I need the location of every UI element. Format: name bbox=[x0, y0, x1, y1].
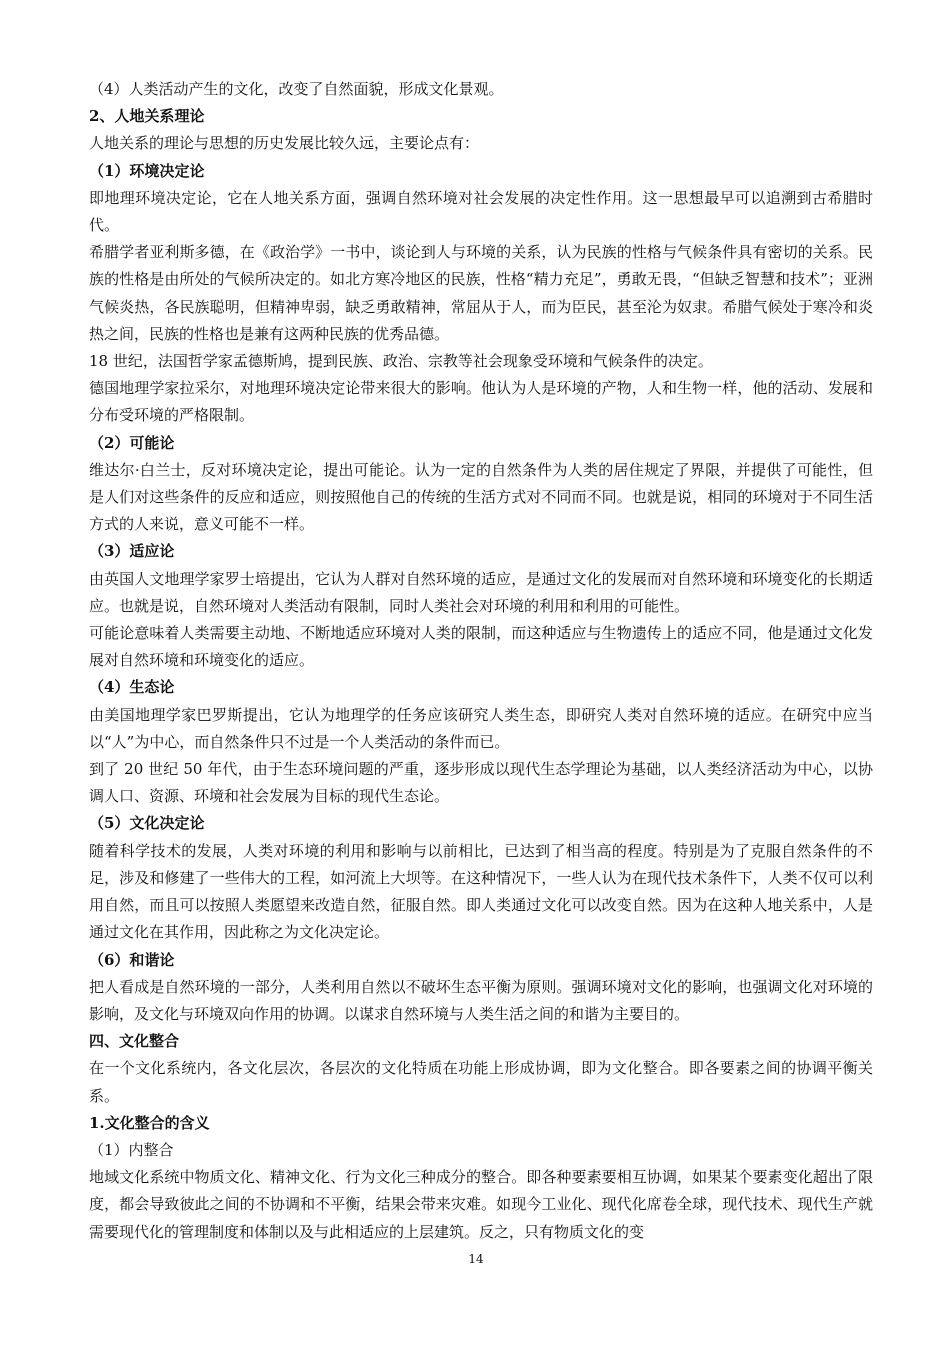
paragraph: 人地关系的理论与思想的历史发展比较久远，主要论点有： bbox=[89, 134, 480, 153]
paragraph: 可能论意味着人类需要主动地、不断地适应环境对人类的限制，而这种适应与生物遗传上的适应不同，他是通过文化发展对自然环境和环境变化的适应。 bbox=[89, 624, 873, 670]
paragraph: 由美国地理学家巴罗斯提出，它认为地理学的任务应该研究人类生态，即研究人类对自然环境的适应。在研究中应当以“人”为中心，而自然条件只不过是一个人类活动的条件而已。 bbox=[89, 705, 873, 751]
paragraph: 随着科学技术的发展，人类对环境的利用和影响与以前相比，已达到了相当高的程度。特别是为了克服自然条件的不足，涉及和修建了一些伟大的工程，如河流上大坝等。在这种情况下，一些人认为在现代技术条件下，人类不仅可以利用自然，而且可以按照人类愿望来改造自然，征服自然。即人类通过文化可以改变自然。因为在这种人地关系中，人是通过文化在其作用，因此称之为文化决定论。 bbox=[89, 841, 873, 942]
paragraph: 德国地理学家拉采尔，对地理环境决定论带来很大的影响。他认为人是环境的产物，人和生物一样，他的活动、发展和分布受环境的严格限制。 bbox=[89, 379, 873, 425]
paragraph: 到了 20 世纪 50 年代，由于生态环境问题的严重，逐步形成以现代生态学理论为基础，以人类经济活动为中心，以协调人口、资源、环境和社会发展为目标的现代生态论。 bbox=[89, 760, 873, 806]
paragraph: 维达尔·白兰士，反对环境决定论，提出可能论。认为一定的自然条件为人类的居住规定了界限，并提供了可能性，但是人们对这些条件的反应和适应，则按照他自己的传统的生活方式对不同而不同。也就是说，相同的环境对于不同生活方式的人来说，意义可能不一样。 bbox=[89, 460, 873, 534]
subsection-heading: （4）生态论 bbox=[89, 678, 175, 697]
paragraph: 由英国人文地理学家罗士培提出，它认为人群对自然环境的适应，是通过文化的发展而对自然环境和环境变化的长期适应。也就是说，自然环境对人类活动有限制，同时人类社会对环境的利用和利用的可能性。 bbox=[89, 569, 873, 615]
subsection-heading: （2）可能论 bbox=[89, 433, 175, 452]
paragraph: 把人看成是自然环境的一部分，人类利用自然以不破坏生态平衡为原则。强调环境对文化的影响，也强调文化对环境的影响，及文化与环境双向作用的协调。以谋求自然环境与人类生活之间的和谐为主要目的。 bbox=[89, 977, 873, 1023]
paragraph: 即地理环境决定论，它在人地关系方面，强调自然环境对社会发展的决定性作用。这一思想最早可以追溯到古希腊时代。 bbox=[89, 188, 873, 235]
section-heading: 四、文化整合 bbox=[89, 1032, 180, 1051]
subsection-heading: 1.文化整合的含义 bbox=[89, 1113, 210, 1132]
paragraph: 地域文化系统中物质文化、精神文化、行为文化三种成分的整合。即各种要素要相互协调，如果某个要素变化超出了限度，都会导致彼此之间的不协调和不平衡，结果会带来灾难。如现今工业化、现代化席卷全球，现代技术、现代生产就需要现代化的管理制度和体制以及与此相适应的上层建筑。反之，只有物质文化的变 bbox=[89, 1168, 873, 1241]
paragraph: 在一个文化系统内，各文化层次，各层次的文化特质在功能上形成协调，即为文化整合。即各要素之间的协调平衡关系。 bbox=[89, 1059, 873, 1105]
subsection-heading: （3）适应论 bbox=[89, 542, 175, 561]
page-body bbox=[89, 76, 873, 1246]
subsection-heading: （1）环境决定论 bbox=[89, 161, 205, 180]
paragraph: 18 世纪，法国哲学家孟德斯鸠，提到民族、政治、宗教等社会现象受环境和气候条件的决定。 bbox=[89, 352, 713, 371]
section-heading: 2、人地关系理论 bbox=[89, 107, 205, 126]
page-number: 14 bbox=[468, 1252, 484, 1266]
subsection-heading: （5）文化决定论 bbox=[89, 814, 205, 833]
paragraph: （4）人类活动产生的文化，改变了自然面貌，形成文化景观。 bbox=[89, 80, 504, 98]
paragraph: （1）内整合 bbox=[89, 1140, 174, 1159]
subsection-heading: （6）和谐论 bbox=[89, 950, 175, 969]
paragraph: 希腊学者亚利斯多德，在《政治学》一书中，谈论到人与环境的关系，认为民族的性格与气候条件具有密切的关系。民族的性格是由所处的气候所决定的。如北方寒冷地区的民族，性格“精力充足”，勇敢无畏，“但缺乏智慧和技术”；亚洲气候炎热，各民族聪明，但精神卑弱，缺乏勇敢精神，常屈从于人，而为臣民，甚至沦为奴隶。希腊气候处于寒冷和炎热之间，民族的性格也是兼有这两种民族的优秀品德。 bbox=[89, 243, 873, 343]
